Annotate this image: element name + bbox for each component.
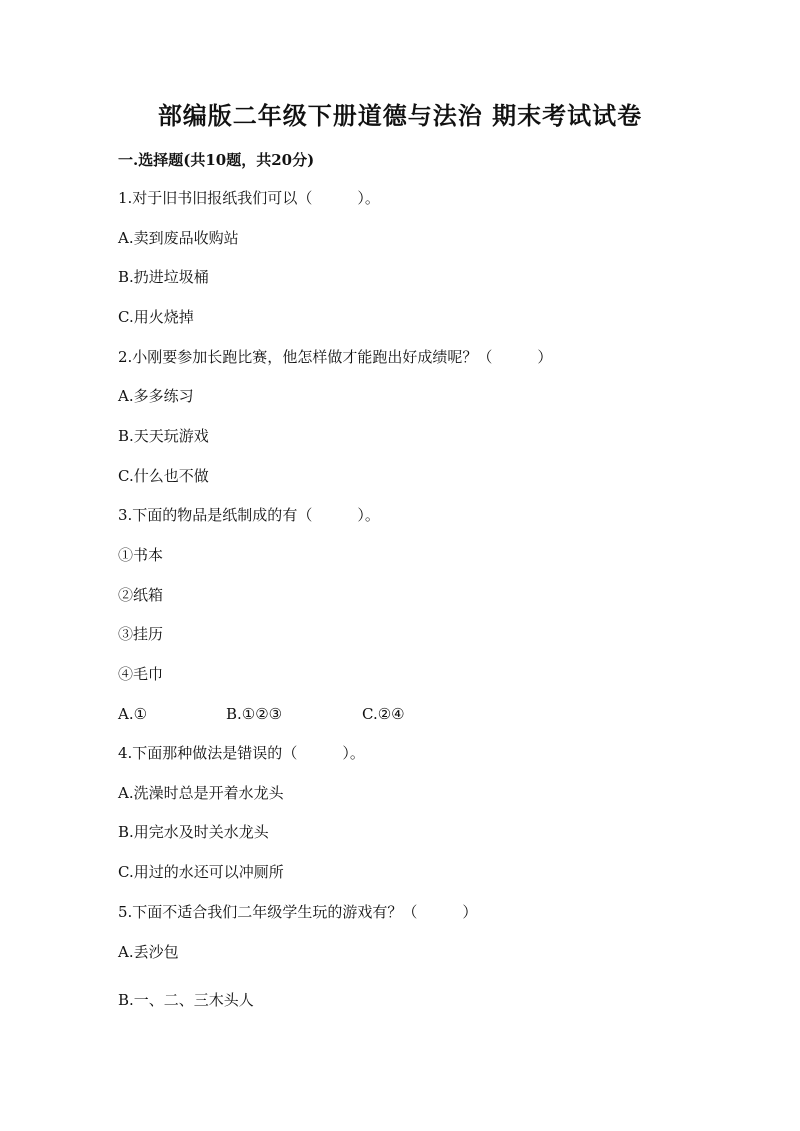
question-2-option-c: C.什么也不做: [118, 467, 209, 485]
section-heading: 一.选择题(共10题，共20分): [118, 151, 315, 169]
question-2-stem: 2.小刚要参加长跑比赛，他怎样做才能跑出好成绩呢？（ ）: [118, 348, 553, 366]
question-5-option-b: B.一、二、三木头人: [118, 991, 254, 1009]
question-3-item-4: ④毛巾: [118, 665, 164, 683]
question-4-option-c: C.用过的水还可以冲厕所: [118, 863, 284, 881]
question-1-option-b: B.扔进垃圾桶: [118, 268, 209, 286]
question-4-stem: 4.下面那种做法是错误的（ ）。: [118, 744, 365, 762]
question-1-stem: 1.对于旧书旧报纸我们可以（ ）。: [118, 189, 380, 207]
question-2-option-b: B.天天玩游戏: [118, 427, 209, 445]
question-5-stem: 5.下面不适合我们二年级学生玩的游戏有？（ ）: [118, 903, 478, 921]
question-3-item-2: ②纸箱: [118, 586, 164, 604]
question-4-option-b: B.用完水及时关水龙头: [118, 823, 269, 841]
question-3-stem: 3.下面的物品是纸制成的有（ ）。: [118, 506, 380, 524]
question-3-item-3: ③挂历: [118, 625, 164, 643]
question-1-option-c: C.用火烧掉: [118, 308, 194, 326]
question-4-option-a: A.洗澡时总是开着水龙头: [118, 784, 284, 802]
question-5-option-a: A.丢沙包: [118, 943, 179, 961]
question-3-option-a: A.①: [118, 705, 148, 723]
question-3-item-1: ①书本: [118, 546, 164, 564]
question-3-option-b: B.①②③: [226, 705, 283, 723]
question-3-option-c: C.②④: [362, 705, 405, 723]
exam-title: 部编版二年级下册道德与法治 期末考试试卷: [157, 101, 643, 130]
question-1-option-a: A.卖到废品收购站: [118, 229, 239, 247]
question-2-option-a: A.多多练习: [118, 387, 194, 405]
